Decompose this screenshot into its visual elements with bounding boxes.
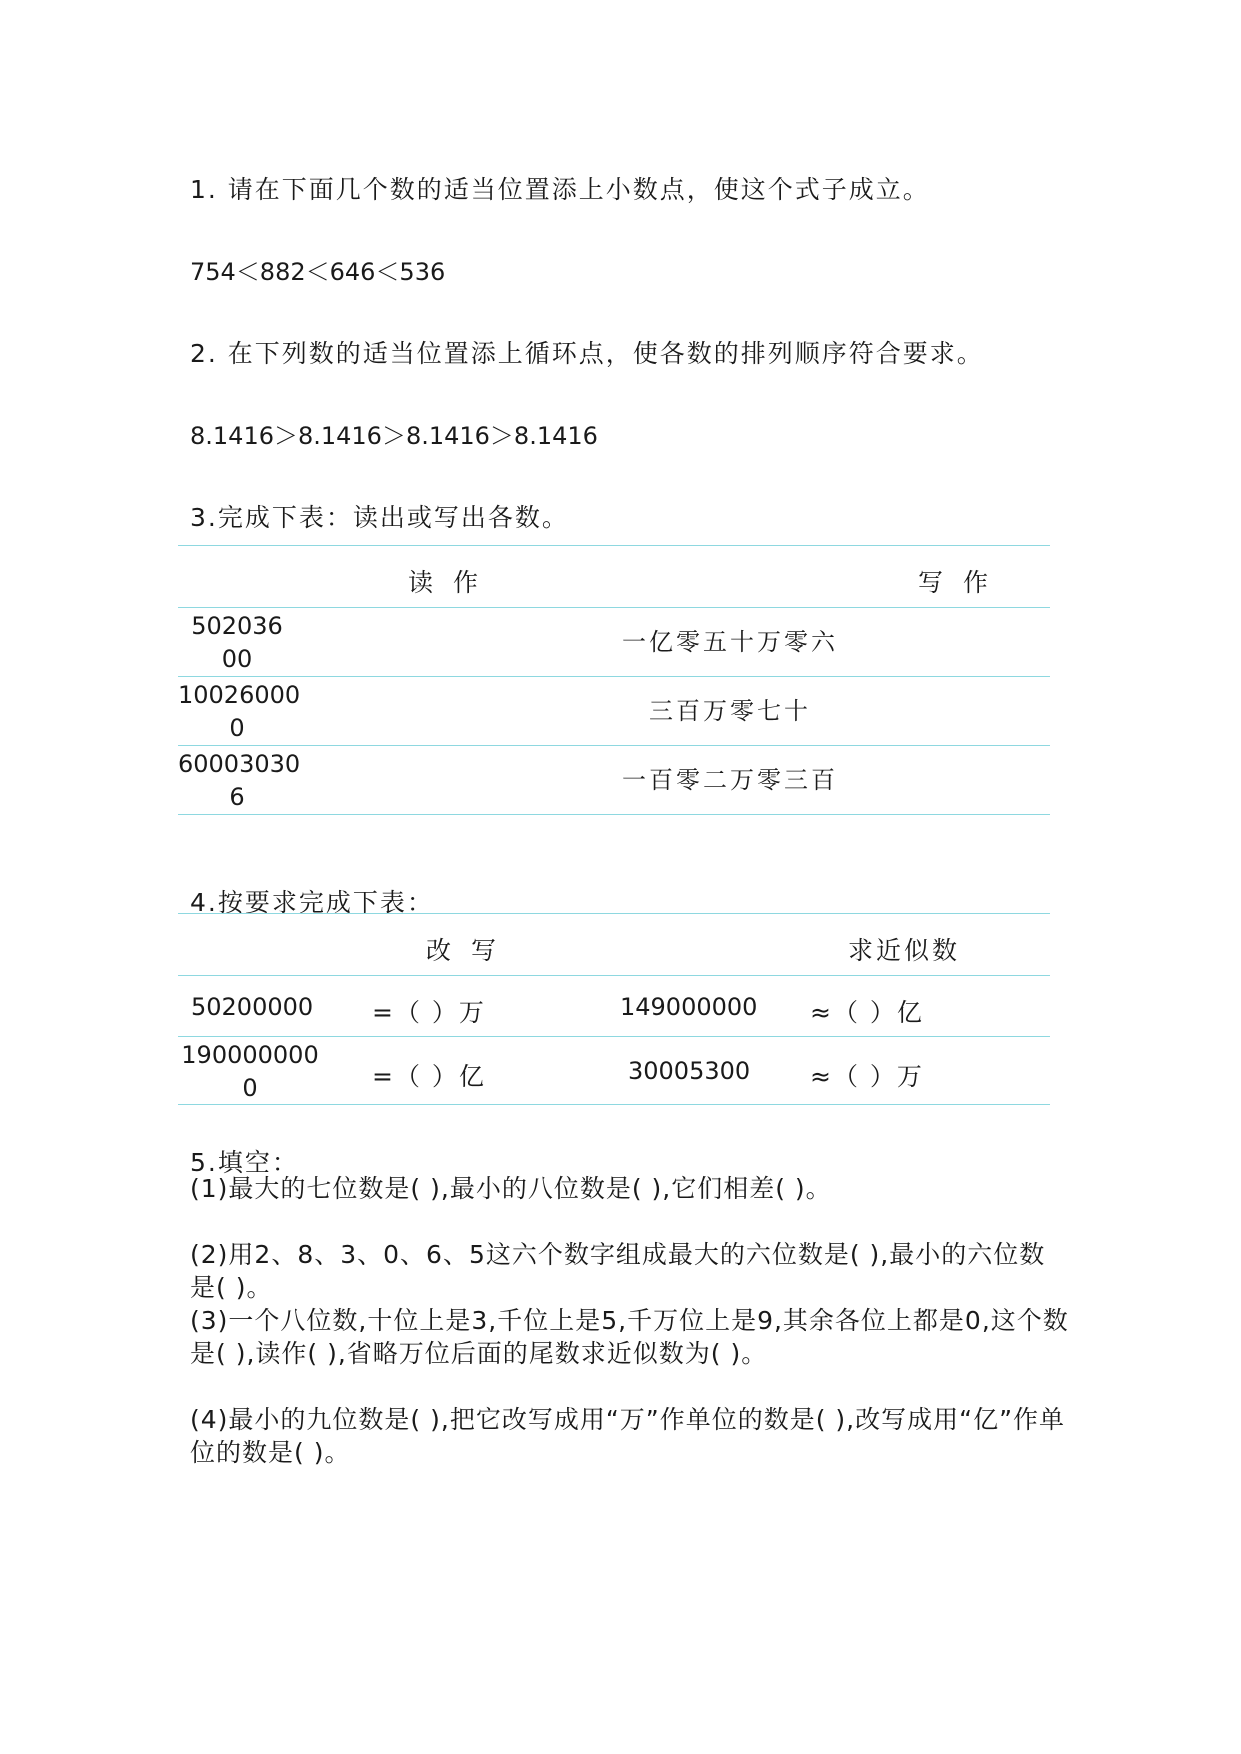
table-rule: [178, 545, 1050, 546]
q1-title: 1. 请在下面几个数的适当位置添上小数点，使这个式子成立。: [190, 175, 930, 204]
approx-blank: ≈（ ）万: [810, 1062, 924, 1091]
words-cell: 一亿零五十万零六: [622, 628, 838, 656]
rewrite-number: 190000000 0: [181, 1041, 319, 1102]
q1-expression: 754＜882＜646＜536: [190, 258, 446, 286]
table-rule: [178, 1104, 1050, 1105]
rewrite-number: 50200000: [191, 993, 314, 1021]
words-cell: 三百万零七十: [649, 697, 811, 725]
rewrite-blank: =（ ）万: [372, 998, 486, 1027]
approx-number: 30005300: [628, 1057, 751, 1085]
table-rule: [178, 676, 1050, 677]
q2-title: 2. 在下列数的适当位置添上循环点，使各数的排列顺序符合要求。: [190, 339, 984, 368]
approx-number: 149000000: [620, 993, 758, 1021]
q5-item-1: (1)最大的七位数是( ),最小的八位数是( ),它们相差( )。: [190, 1174, 832, 1203]
q3-title: 3.完成下表：读出或写出各数。: [190, 503, 569, 532]
q5-item-4: (4)最小的九位数是( ),把它改写成用“万”作单位的数是( ),改写成用“亿”作单位的数是( )。: [190, 1405, 1066, 1467]
approx-blank: ≈（ ）亿: [810, 998, 924, 1027]
number-cell: 10026000 0: [178, 681, 301, 742]
q4-header-rewrite: 改 写: [426, 936, 502, 965]
number-cell: 502036 00: [191, 612, 283, 673]
table-rule: [178, 1036, 1050, 1037]
number-cell: 60003030 6: [178, 750, 301, 811]
q2-expression: 8.1416＞8.1416＞8.1416＞8.1416: [190, 422, 598, 450]
table-rule: [178, 745, 1050, 746]
q5-item-2: (2)用2、8、3、0、6、5这六个数字组成最大的六位数是( ),最小的六位数是( )。: [190, 1240, 1046, 1302]
q4-title: 4.按要求完成下表：: [190, 888, 434, 917]
table-rule: [178, 975, 1050, 976]
q5-title: 5.填空：: [190, 1148, 299, 1177]
q5-item-3: (3)一个八位数,十位上是3,千位上是5,千万位上是9,其余各位上都是0,这个数是( ),读作( ),省略万位后面的尾数求近似数为( )。: [190, 1306, 1069, 1368]
table-rule: [178, 913, 1050, 914]
q4-header-approx: 求近似数: [848, 936, 961, 965]
q3-header-write: 写 作: [918, 568, 994, 597]
rewrite-blank: =（ ）亿: [372, 1062, 486, 1091]
words-cell: 一百零二万零三百: [622, 766, 838, 794]
table-rule: [178, 607, 1050, 608]
q3-header-read: 读 作: [408, 568, 484, 597]
table-rule: [178, 814, 1050, 815]
